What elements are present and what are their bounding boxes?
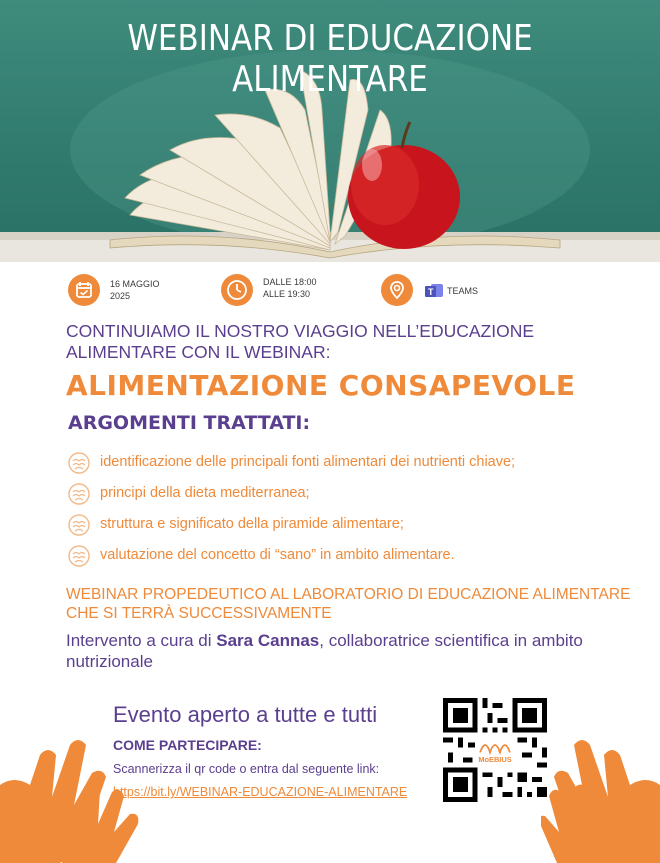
topics-title: ARGOMENTI TRATTATI: <box>68 412 311 434</box>
topic-text: valutazione del concetto di “sano” in ambito alimentare. <box>100 547 455 563</box>
prerequisite-note: WEBINAR PROPEDEUTICO AL LABORATORIO DI EDUCAZIONE ALIMENTARE CHE SI TERRÀ SUCCESSIVAMENTE <box>66 586 631 622</box>
speaker-name: Sara Cannas <box>216 631 320 650</box>
how-to-participate-title: COME PARTECIPARE: <box>113 737 262 753</box>
hero-title: WEBINAR DI EDUCAZIONE ALIMENTARE <box>127 18 533 100</box>
event-time <box>263 276 317 300</box>
brain-icon <box>66 481 92 507</box>
time-line-1: DALLE 18:00 <box>263 277 317 287</box>
speaker-prefix: Intervento a cura di <box>66 631 217 650</box>
location-pin-icon <box>381 274 413 306</box>
speaker-line <box>66 630 636 672</box>
calendar-icon <box>68 274 100 306</box>
intro-text: CONTINUIAMO IL NOSTRO VIAGGIO NELL’EDUCAZIONE ALIMENTARE CON IL WEBINAR: <box>66 321 535 362</box>
topic-item <box>66 512 646 538</box>
speaker-role: , collaboratrice scientifica in ambito nutrizionale <box>66 631 583 671</box>
open-event-text: Evento aperto a tutte e tutti <box>113 702 378 727</box>
brain-icon <box>66 512 92 538</box>
event-info-row <box>0 272 660 312</box>
svg-text:T: T <box>428 287 434 297</box>
topic-text: principi della dieta mediterranea; <box>100 485 310 501</box>
date-line-2: 2025 <box>110 291 131 301</box>
time-line-2: ALLE 19:30 <box>263 289 311 299</box>
topic-item <box>66 543 646 569</box>
brain-icon <box>66 543 92 569</box>
webinar-link[interactable]: https://bit.ly/WEBINAR-EDUCAZIONE-ALIMENTARE <box>113 785 408 799</box>
clock-icon <box>221 274 253 306</box>
topic-item <box>66 481 646 507</box>
qr-code[interactable] <box>443 698 547 802</box>
moebius-logo-text: MoEBIUS <box>478 754 512 764</box>
teams-logo <box>424 281 444 299</box>
platform-label: TEAMS <box>447 286 479 296</box>
hero-banner <box>0 0 660 262</box>
date-line-1: 16 MAGGIO <box>110 279 160 289</box>
topic-item <box>66 450 646 476</box>
webinar-headline: ALIMENTAZIONE CONSAPEVOLE <box>66 369 576 402</box>
brain-icon <box>66 450 92 476</box>
topic-text: identificazione delle principali fonti alimentari dei nutrienti chiave; <box>100 454 516 470</box>
event-date <box>110 278 160 302</box>
scan-instructions: Scannerizza il qr code o entra dal seguente link: <box>113 762 380 776</box>
topic-text: struttura e significato della piramide alimentare; <box>100 516 404 532</box>
right-lower-hand-illustration <box>541 782 621 863</box>
